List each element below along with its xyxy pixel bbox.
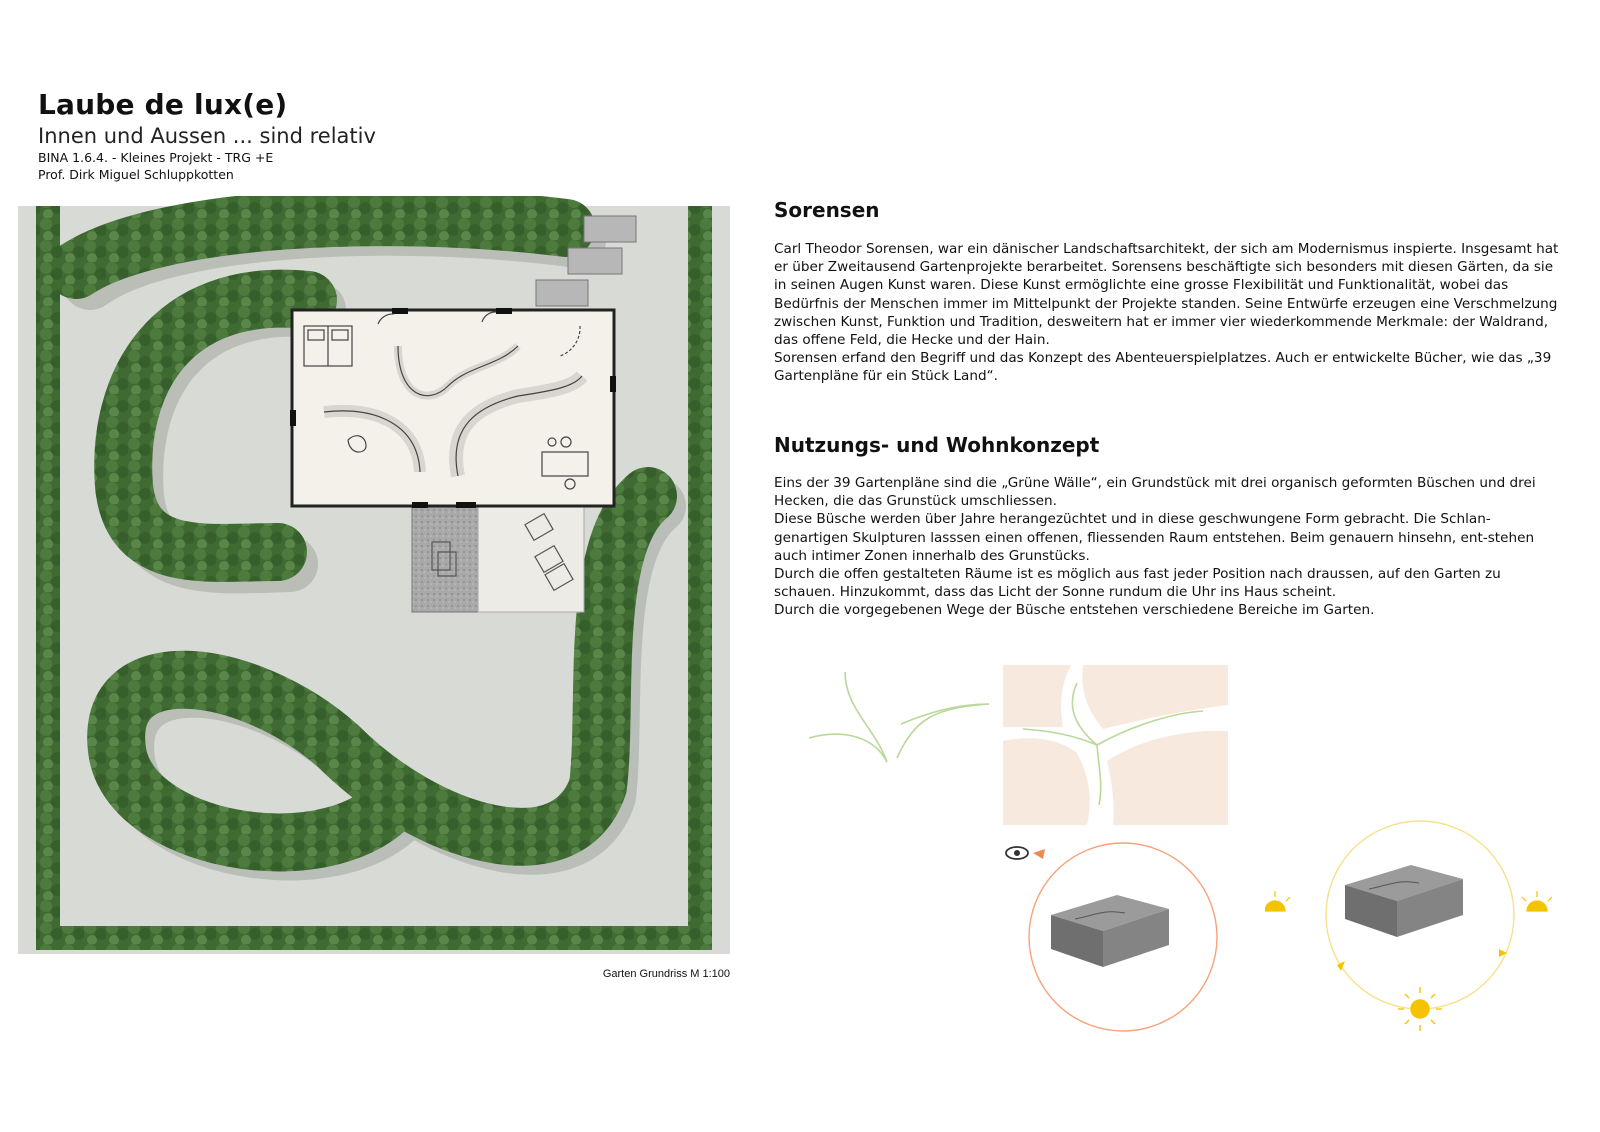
sun-diagram <box>1265 815 1575 1045</box>
paragraph: Carl Theodor Sorensen, war ein dänischer Landschaftsarchitekt, der sich am Modernismus inspierte. Insgesamt hat er über Zweitausend Gartenprojekte berarbeitet. Sorensens beschäftigte sich besonders mit diesen Gärten, da sie in seinen Augen Kunst waren. Diese Kunst ermöglichte eine grosse Flexibilität und Funktionalität, wobei das Bedürfnis der Menschen immer im Mittelpunkt der Projekte standen. Seine Entwürfe erzeugen eine Verschmelzung zwischen Kunst, Funktion und Tradition, desweitern hat er immer vier wiederkommende Merkmale: der Waldrand, das offene Feld, die Hecke und der Hain. <box>774 241 1559 349</box>
house-model <box>1051 895 1169 967</box>
path-lines-diagram <box>805 668 995 788</box>
section-body-sorensen <box>774 240 1564 386</box>
paragraph: Eins der 39 Gartenpläne sind die „Grüne Wälle“, ein Grundstück mit drei organisch geformten Büschen und drei Hecken, die das Grunstück umschliessen. <box>774 475 1536 510</box>
plan-caption: Garten Grundriss M 1:100 <box>602 968 730 980</box>
paragraph: Durch die vorgegebenen Wege der Büsche entstehen verschiedene Bereiche im Garten. <box>774 602 1375 619</box>
page-subtitle: Innen und Aussen ... sind relativ <box>38 124 376 148</box>
sun-icon <box>1265 891 1290 911</box>
paragraph: Durch die offen gestalteten Räume ist es möglich aus fast jeder Position nach draussen, auf den Garten zu schauen. Hinzukommt, dass das Licht der Sonne rundum die Uhr ins Haus scheint. <box>774 566 1501 601</box>
zones-diagram <box>1003 665 1228 825</box>
paragraph: Sorensen erfand den Begriff und das Konzept des Abenteuerspielplatzes. Auch er entwickelte Bücher, wie das „39 Gartenpläne für ein Stück Land“. <box>774 350 1552 385</box>
section-heading-concept: Nutzungs- und Wohnkonzept <box>774 433 1100 457</box>
garden-site-plan <box>18 196 730 966</box>
paragraph: Diese Büsche werden über Jahre herangezüchtet und in diese geschwungene Form gebracht. Die Schlan-genartigen Skulpturen lasssen einen offenen, fliessenden Raum entstehen. Beim genauern hinsehn, ent-stehen auch intimer Zonen innerhalb des Grunstücks. <box>774 511 1535 564</box>
hedge-bottom <box>36 926 712 950</box>
sun-icon <box>1398 987 1442 1031</box>
page-title: Laube de lux(e) <box>38 88 288 121</box>
eye-icon <box>1006 847 1028 859</box>
hedge-right <box>688 206 712 946</box>
professor-info: Prof. Dirk Miguel Schluppkotten <box>38 167 234 182</box>
section-heading-sorensen: Sorensen <box>774 198 880 222</box>
course-info: BINA 1.6.4. - Kleines Projekt - TRG +E <box>38 150 274 165</box>
hedge-left <box>36 206 60 946</box>
terrace-gravel <box>412 506 478 612</box>
sun-icon <box>1522 891 1552 911</box>
house-model <box>1345 865 1463 937</box>
view-diagram <box>1005 835 1235 1035</box>
section-body-concept <box>774 474 1564 620</box>
